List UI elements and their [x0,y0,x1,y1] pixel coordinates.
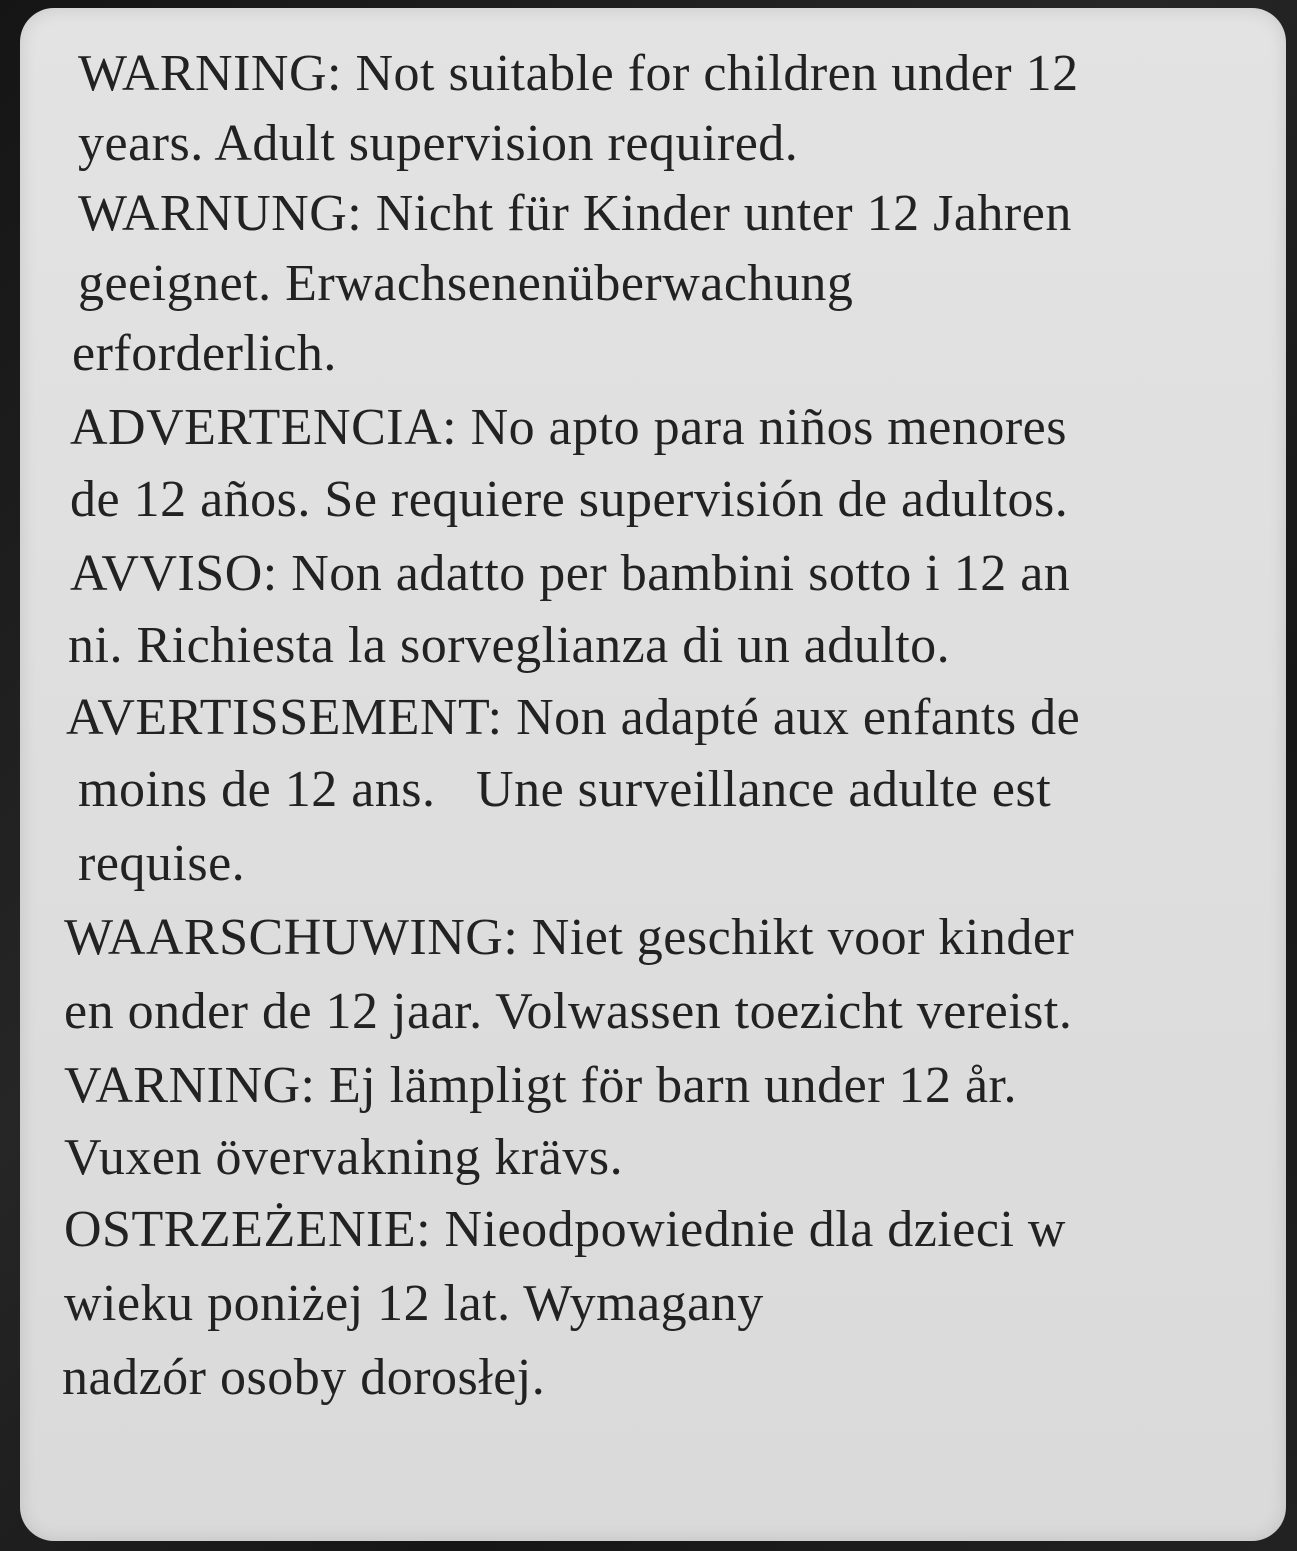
warning-line-en-2: years. Adult supervision required. [78,115,799,172]
warning-line-pl-2: wieku poniżej 12 lat. Wymagany [64,1275,764,1332]
warning-line-sv-1: VARNING: Ej lämpligt för barn under 12 år. [64,1057,1017,1114]
warning-line-it-1: AVVISO: Non adatto per bambini sotto i 12 an [70,545,1071,602]
warning-line-nl-2: en onder de 12 jaar. Volwassen toezicht vereist. [64,983,1073,1040]
warning-line-fr-1: AVERTISSEMENT: Non adapté aux enfants de [66,689,1081,746]
warning-label-card [20,8,1286,1541]
warning-line-es-1: ADVERTENCIA: No apto para niños menores [70,399,1067,456]
warning-line-pl-3: nadzór osoby dorosłej. [62,1349,546,1406]
warning-line-fr-2: moins de 12 ans. Une surveillance adulte est [78,761,1052,818]
warning-line-it-2: ni. Richiesta la sorveglianza di un adulto. [68,617,951,674]
warning-line-nl-1: WAARSCHUWING: Niet geschikt voor kinder [64,909,1075,966]
warning-line-de-3: erforderlich. [72,325,337,382]
warning-line-es-2: de 12 años. Se requiere supervisión de adultos. [70,471,1069,528]
warning-line-sv-2: Vuxen övervakning krävs. [64,1129,624,1186]
warning-line-fr-3: requise. [78,835,246,892]
warning-line-en-1: WARNING: Not suitable for children under 12 [78,45,1079,102]
warning-line-de-2: geeignet. Erwachsenenüberwachung [78,255,854,312]
warning-line-pl-1: OSTRZEŻENIE: Nieodpowiednie dla dzieci w [64,1201,1066,1258]
warning-line-de-1: WARNUNG: Nicht für Kinder unter 12 Jahren [78,185,1072,242]
